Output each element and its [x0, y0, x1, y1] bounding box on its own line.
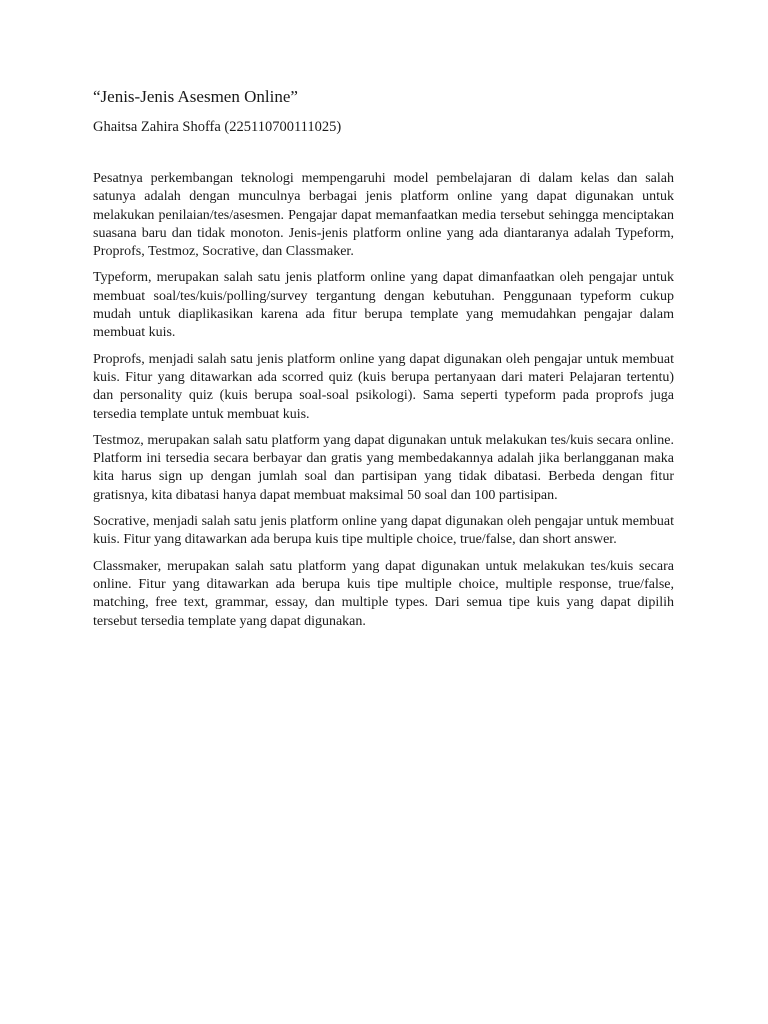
paragraph-socrative: Socrative, menjadi salah satu jenis platform online yang dapat digunakan oleh pengajar untuk membuat kuis. Fitur yang ditawarkan ada berupa kuis tipe multiple choice, true/false, dan short answer.: [93, 514, 674, 548]
paragraph-intro: Pesatnya perkembangan teknologi mempengaruhi model pembelajaran di dalam kelas dan salah satunya adalah dengan munculnya berbagai jenis platform online yang dapat digunakan untuk melakukan penilaian/tes/asesmen. Pengajar dapat memanfaatkan media tersebut sehingga menciptakan suasana baru dan tidak monoton. Jenis-jenis platform online yang ada diantaranya adalah Typeform, Proprofs, Testmoz, Socrative, dan Classmaker.: [93, 171, 674, 260]
paragraph-testmoz: Testmoz, merupakan salah satu platform yang dapat digunakan untuk melakukan tes/kuis secara online. Platform ini tersedia secara berbayar dan gratis yang membedakannya adalah jika berlangganan maka kita harus sign up dengan jumlah soal dan partisipan yang tidak dibatasi. Berbeda dengan fitur gratisnya, kita dibatasi hanya dapat membuat maksimal 50 soal dan 100 partisipan.: [93, 432, 674, 503]
document-title: “Jenis-Jenis Asesmen Online”: [93, 87, 298, 106]
paragraph-proprofs: Proprofs, menjadi salah satu jenis platform online yang dapat digunakan oleh pengajar untuk membuat kuis. Fitur yang ditawarkan ada scorred quiz (kuis berupa pertanyaan dari materi Pelajaran tertentu) dan personality quiz (kuis berupa soal-soal psikologi). Sama seperti typeform pada proprofs juga tersedia template untuk membuat kuis.: [93, 351, 674, 422]
author-line: Ghaitsa Zahira Shoffa (225110700111025): [93, 119, 342, 135]
paragraph-classmaker: Classmaker, merupakan salah satu platform yang dapat digunakan untuk melakukan tes/kuis secara online. Fitur yang ditawarkan ada berupa kuis tipe multiple choice, multiple response, true/false, matching, free text, grammar, essay, dan multiple types. Dari semua tipe kuis yang dapat dipilih tersebut tersedia template yang dapat digunakan.: [93, 558, 674, 629]
paragraph-typeform: Typeform, merupakan salah satu jenis platform online yang dapat dimanfaatkan oleh pengajar untuk membuat soal/tes/kuis/polling/survey tergantung dengan kebutuhan. Penggunaan typeform cukup mudah untuk diaplikasikan karena ada fitur berupa template yang memudahkan pengajar dalam membuat kuis.: [93, 270, 674, 341]
document-body: [93, 86, 674, 639]
